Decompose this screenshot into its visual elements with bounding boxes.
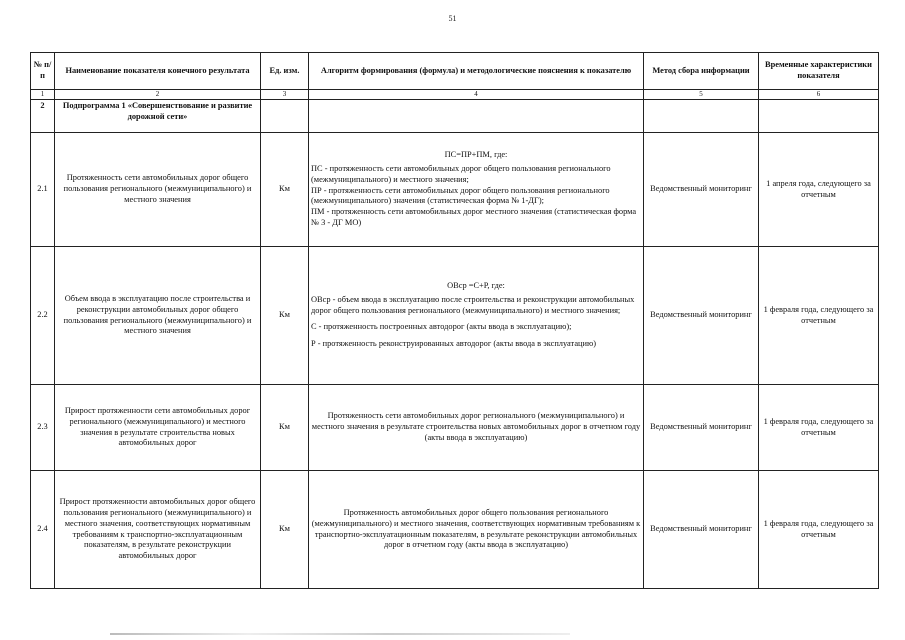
col-number: 5 [644, 90, 759, 100]
subprogram-num: 2 [31, 100, 55, 133]
header-name: Наименование показателя конечного результата [55, 53, 261, 90]
formula: ОВср =С+Р, где: [447, 280, 505, 290]
row-algorithm [309, 247, 644, 385]
row-method: Ведомственный мониторинг [644, 471, 759, 589]
row-unit: Км [261, 247, 309, 385]
row-timing: 1 апреля года, следующего за отчетным [759, 133, 879, 247]
row-name: Объем ввода в эксплуатацию после строительства и реконструкции автомобильных дорог общего пользования регионального (межмуниципального) и местного значения [55, 247, 261, 385]
row-timing: 1 февраля года, следующего за отчетным [759, 385, 879, 471]
row-num: 2.4 [31, 471, 55, 589]
row-unit: Км [261, 471, 309, 589]
formula-explanation: ПМ - протяженность сети автомобильных дорог местного значения (статистическая форма № 3 - ДГ МО) [311, 207, 637, 228]
col-number: 2 [55, 90, 261, 100]
column-number-row [31, 90, 879, 100]
row-unit: Км [261, 385, 309, 471]
row-name: Протяженность сети автомобильных дорог общего пользования регионального (межмуниципального) и местного значения [55, 133, 261, 247]
col-number: 3 [261, 90, 309, 100]
row-timing: 1 февраля года, следующего за отчетным [759, 247, 879, 385]
col-number: 4 [309, 90, 644, 100]
row-unit: Км [261, 133, 309, 247]
header-num: № п/п [31, 53, 55, 90]
table-row [31, 247, 879, 385]
formula-explanation: ПР - протяженность сети автомобильных дорог общего пользования регионального (межмуниципального) значения (статистическая форма № 1-ДГ); [311, 185, 610, 206]
header-row [31, 53, 879, 90]
row-name: Прирост протяженности сети автомобильных дорог регионального (межмуниципального) и местного значения в результате строительства новых автомобильных дорог [55, 385, 261, 471]
subprogram-row [31, 100, 879, 133]
row-method: Ведомственный мониторинг [644, 247, 759, 385]
subprogram-title: Подпрограмма 1 «Совершенствование и развитие дорожной сети» [55, 100, 261, 133]
row-num: 2.2 [31, 247, 55, 385]
indicators-table [30, 52, 879, 589]
formula: ПС=ПР+ПМ, где: [444, 149, 508, 159]
row-method: Ведомственный мониторинг [644, 385, 759, 471]
row-timing: 1 февраля года, следующего за отчетным [759, 471, 879, 589]
header-unit: Ед. изм. [261, 53, 309, 90]
row-method: Ведомственный мониторинг [644, 133, 759, 247]
row-algorithm [309, 133, 644, 247]
formula-explanation: С - протяженность построенных автодорог (акты ввода в эксплуатацию); [311, 322, 572, 332]
table-row [31, 385, 879, 471]
header-timing: Временные характеристики показателя [759, 53, 879, 90]
row-algorithm: Протяженность сети автомобильных дорог регионального (межмуниципального) и местного значения в результате строительства новых автомобильных дорог в отчетном году (акты ввода в эксплуатацию) [309, 385, 644, 471]
header-algorithm: Алгоритм формирования (формула) и методологические пояснения к показателю [309, 53, 644, 90]
page-number: 51 [448, 14, 457, 23]
formula-explanation: Р - протяженность реконструированных автодорог (акты ввода в эксплуатацию) [311, 339, 597, 349]
row-num: 2.1 [31, 133, 55, 247]
formula-explanation: ПС - протяженность сети автомобильных дорог общего пользования регионального (межмуниципального) и местного значения; [311, 163, 611, 184]
formula-explanation: ОВср - объем ввода в эксплуатацию после строительства и реконструкции автомобильных дорог общего пользования регионального (межмуниципального) и местного значения; [311, 294, 635, 315]
col-number: 1 [31, 90, 55, 100]
row-algorithm: Протяженность автомобильных дорог общего пользования регионального (межмуниципального) и местного значения, соответствующих нормативным требованиям к транспортно-эксплуатационным показателям, в результате реконструкции автомобильных дорог в отчетном году (акты ввода в эксплуатацию) [309, 471, 644, 589]
col-number: 6 [759, 90, 879, 100]
scan-artifact [110, 633, 570, 635]
table-row [31, 133, 879, 247]
table-row [31, 471, 879, 589]
header-method: Метод сбора информации [644, 53, 759, 90]
row-num: 2.3 [31, 385, 55, 471]
row-name: Прирост протяженности автомобильных дорог общего пользования регионального (межмуниципального) и местного значения, соответствующих нормативным требованиям к транспортно-эксплуатационным показателям, в результате реконструкции автомобильных дорог [55, 471, 261, 589]
